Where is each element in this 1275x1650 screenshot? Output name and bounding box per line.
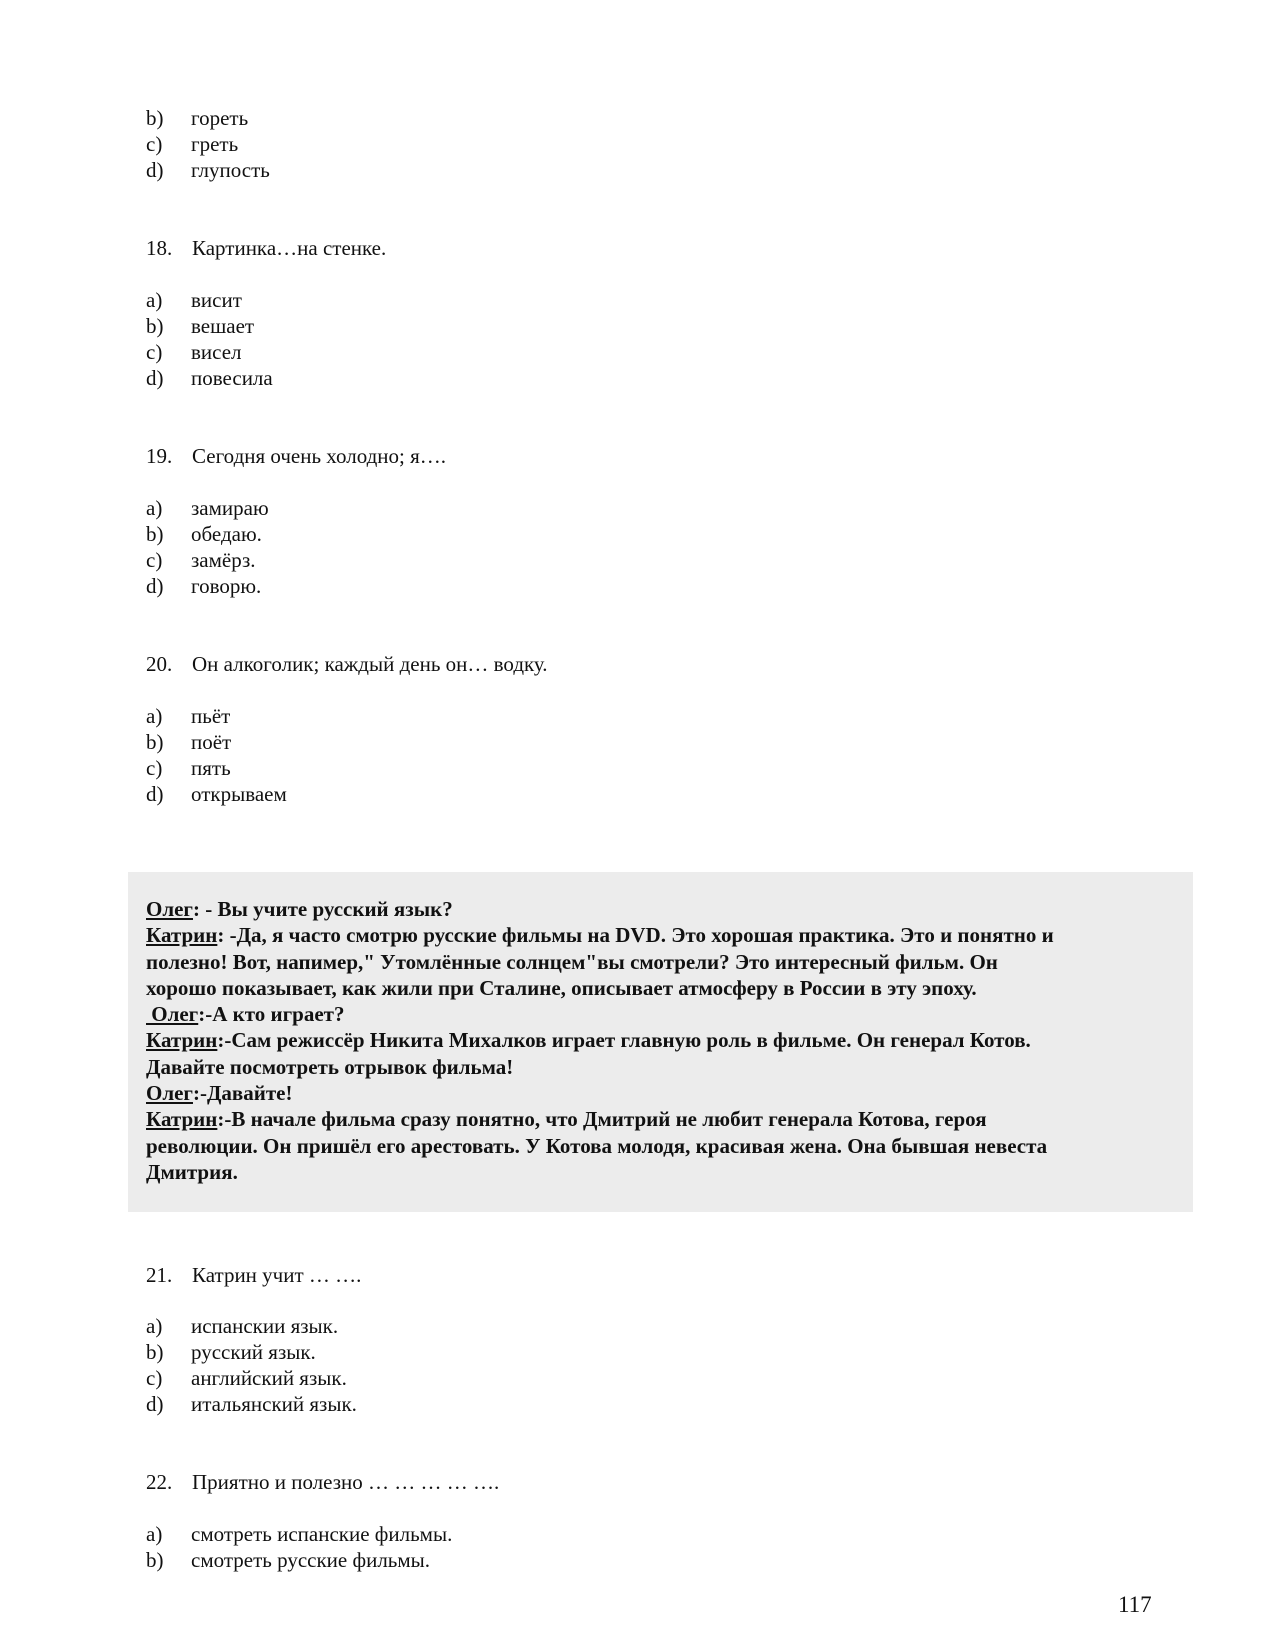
dialog-utterance: :-В начале фильма сразу понятно, что Дмитрий не любит генерала Котова, героя: [217, 1107, 987, 1132]
option-letter: d): [146, 1392, 164, 1416]
dialog-line: [146, 975, 1176, 1001]
dialog-utterance: революции. Он пришёл его арестовать. У Котова молодя, красивая жена. Она бывшая невеста: [146, 1133, 1048, 1158]
option-letter: a): [146, 704, 163, 728]
speaker-name: Катрин: [146, 923, 218, 948]
dialog-line: [146, 949, 1176, 975]
dialog-utterance: полезно! Вот, напимер," Утомлённые солнцем"вы смотрели? Это интересный фильм. Он: [146, 949, 998, 974]
option-row: [146, 157, 270, 183]
option-letter: c): [146, 756, 163, 780]
option-text: смотреть испанские фильмы.: [191, 1522, 453, 1546]
dialog-line: [146, 1027, 1176, 1053]
option-letter: c): [146, 340, 163, 364]
options-q22: [146, 1521, 452, 1573]
option-row: [146, 703, 287, 729]
dialog-text: [146, 896, 1176, 1185]
option-row: [146, 1365, 357, 1391]
option-letter: d): [146, 158, 164, 182]
option-letter: b): [146, 1548, 164, 1572]
option-text: висит: [191, 288, 242, 312]
dialog-utterance: :-Давайте!: [192, 1081, 293, 1106]
option-text: открываем: [191, 782, 287, 806]
question-19: [146, 443, 446, 469]
option-row: [146, 781, 287, 807]
option-text: вешает: [191, 314, 255, 338]
option-letter: a): [146, 1522, 163, 1546]
question-text: Он алкоголик; каждый день он… водку.: [192, 652, 548, 676]
option-letter: b): [146, 1340, 164, 1364]
option-letter: b): [146, 522, 164, 546]
options-q18: [146, 287, 273, 391]
speaker-name: Катрин: [146, 1028, 218, 1053]
option-text: смотреть русские фильмы.: [191, 1548, 431, 1572]
question-number: 18.: [146, 236, 173, 260]
option-letter: c): [146, 1366, 163, 1390]
option-letter: a): [146, 1314, 163, 1338]
dialog-utterance: Дмитрия.: [146, 1159, 238, 1184]
option-text: замёрз.: [191, 548, 256, 572]
option-row: [146, 1547, 452, 1573]
option-row: [146, 547, 269, 573]
option-text: гореть: [191, 106, 249, 130]
question-text: Катрин учит … ….: [192, 1263, 362, 1287]
option-row: [146, 521, 269, 547]
option-row: [146, 131, 270, 157]
option-letter: d): [146, 574, 164, 598]
option-row: [146, 1339, 357, 1365]
question-21: [146, 1262, 361, 1288]
question-number: 22.: [146, 1470, 173, 1494]
option-text: замираю: [191, 496, 269, 520]
dialog-utterance: : - Вы учите русский язык?: [192, 897, 453, 921]
option-text: русский язык.: [191, 1340, 316, 1364]
options-q21: [146, 1313, 357, 1417]
option-text: пьёт: [191, 704, 231, 728]
option-letter: d): [146, 782, 164, 806]
option-letter: b): [146, 106, 164, 130]
options-q20: [146, 703, 287, 807]
question-text: Картинка…на стенке.: [192, 236, 387, 260]
question-number: 19.: [146, 444, 173, 468]
option-text: повесила: [191, 366, 273, 390]
option-text: глупость: [191, 158, 270, 182]
option-row: [146, 755, 287, 781]
speaker-name: Олег: [146, 1002, 199, 1027]
dialog-line: [146, 1080, 1176, 1106]
option-text: обедаю.: [191, 522, 262, 546]
dialog-utterance: Давайте посмотреть отрывок фильма!: [146, 1054, 514, 1079]
question-22: [146, 1469, 499, 1495]
option-text: пять: [191, 756, 231, 780]
option-letter: d): [146, 366, 164, 390]
option-text: поёт: [191, 730, 232, 754]
option-row: [146, 313, 273, 339]
dialog-line: [146, 922, 1176, 948]
page-number: 117: [1118, 1592, 1152, 1617]
options-q19: [146, 495, 269, 599]
option-text: испанскии язык.: [191, 1314, 339, 1338]
question-number: 21.: [146, 1263, 173, 1287]
dialog-line: [146, 1054, 1176, 1080]
speaker-name: Олег: [146, 897, 193, 921]
question-18: [146, 235, 386, 261]
dialog-utterance: :-Сам режиссёр Никита Михалков играет главную роль в фильме. Он генерал Котов.: [217, 1028, 1031, 1053]
dialog-utterance: :-А кто играет?: [198, 1002, 345, 1027]
option-row: [146, 1391, 357, 1417]
options-q17: [146, 105, 270, 183]
option-letter: a): [146, 496, 163, 520]
option-row: [146, 729, 287, 755]
question-text: Сегодня очень холодно; я….: [192, 444, 447, 468]
option-row: [146, 365, 273, 391]
option-row: [146, 287, 273, 313]
option-letter: c): [146, 132, 163, 156]
option-text: английский язык.: [191, 1366, 347, 1390]
question-text: Приятно и полезно … … … … ….: [192, 1470, 500, 1494]
dialog-line: [146, 1133, 1176, 1159]
option-row: [146, 339, 273, 365]
option-letter: a): [146, 288, 163, 312]
speaker-name: Олег: [146, 1081, 193, 1106]
option-text: греть: [191, 132, 239, 156]
dialog-utterance: : -Да, я часто смотрю русские фильмы на DVD. Это хорошая практика. Это и понятно и: [217, 923, 1054, 948]
option-letter: b): [146, 730, 164, 754]
question-20: [146, 651, 548, 677]
option-row: [146, 1521, 452, 1547]
dialog-line: [146, 1106, 1176, 1132]
option-row: [146, 1313, 357, 1339]
option-text: говорю.: [191, 574, 262, 598]
question-number: 20.: [146, 652, 173, 676]
dialog-utterance: хорошо показывает, как жили при Сталине, описывает атмосферу в России в эту эпоху.: [146, 975, 977, 1000]
option-row: [146, 495, 269, 521]
option-text: итальянский язык.: [191, 1392, 357, 1416]
speaker-name: Катрин: [146, 1107, 218, 1132]
option-row: [146, 573, 269, 599]
option-row: [146, 105, 270, 131]
option-letter: b): [146, 314, 164, 338]
dialog-line: [146, 896, 1176, 922]
option-text: висел: [191, 340, 242, 364]
dialog-line: [146, 1001, 1176, 1027]
dialog-line: [146, 1159, 1176, 1185]
option-letter: c): [146, 548, 163, 572]
